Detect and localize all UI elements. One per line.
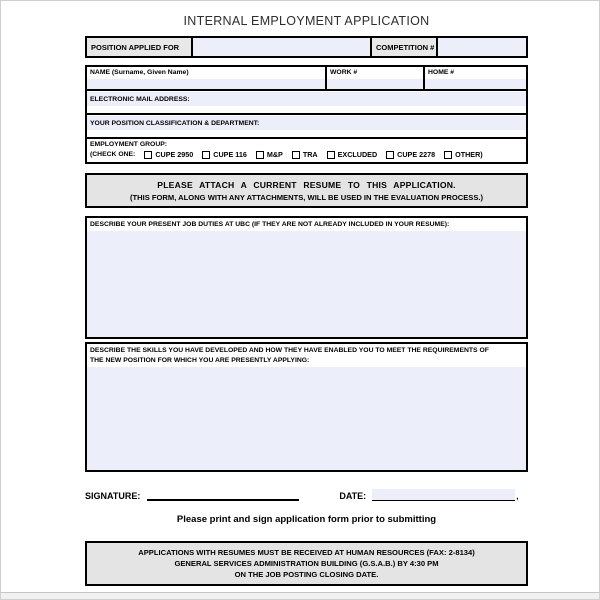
- date-line[interactable]: [372, 489, 515, 501]
- employment-group-option: [202, 150, 247, 159]
- option-label: EXCLUDED: [337, 150, 378, 159]
- email-row: [87, 91, 526, 115]
- option-label: OTHER): [455, 150, 483, 159]
- signature-label: SIGNATURE:: [85, 491, 141, 501]
- employment-group-label: EMPLOYMENT GROUP:: [90, 141, 168, 148]
- option-label: CUPE 2278: [397, 150, 436, 159]
- checkbox-cupe-2278[interactable]: [386, 151, 394, 159]
- date-line-suffix: ,: [516, 492, 519, 501]
- option-label: TRA: [302, 150, 318, 159]
- skills-input[interactable]: [87, 367, 526, 470]
- check-one-label: (CHECK ONE:: [90, 151, 136, 158]
- signature-row: [85, 489, 528, 501]
- checkbox-mp[interactable]: [256, 151, 264, 159]
- option-label: CUPE 2950: [155, 150, 194, 159]
- work-phone-cell: [327, 67, 425, 89]
- option-label: M&P: [266, 150, 283, 159]
- employment-group-option: [444, 150, 483, 159]
- skills-section: [85, 342, 528, 472]
- submission-notice-line1: APPLICATIONS WITH RESUMES MUST BE RECEIVED AT HUMAN RESOURCES (FAX: 2-8134): [138, 548, 475, 557]
- competition-number-label: COMPETITION #: [370, 38, 438, 56]
- submission-notice-line2: GENERAL SERVICES ADMINISTRATION BUILDING (G.S.A.B.) BY 4:30 PM: [174, 559, 439, 568]
- duties-section: [85, 216, 528, 339]
- skills-label-line1: DESCRIBE THE SKILLS YOU HAVE DEVELOPED AND HOW THEY HAVE ENABLED YOU TO MEET THE REQUIREMENTS OF: [90, 347, 489, 354]
- employment-group-option: [144, 150, 193, 159]
- classification-label: YOUR POSITION CLASSIFICATION & DEPARTMENT:: [90, 119, 260, 127]
- checkbox-tra[interactable]: [292, 151, 300, 159]
- checkbox-cupe-2950[interactable]: [144, 151, 152, 159]
- classification-input[interactable]: [87, 116, 526, 130]
- option-label: CUPE 116: [213, 150, 247, 159]
- checkbox-cupe-116[interactable]: [202, 151, 210, 159]
- position-applied-label: POSITION APPLIED FOR: [87, 38, 193, 56]
- employment-group-option: [386, 150, 435, 159]
- email-label: ELECTRONIC MAIL ADDRESS:: [90, 95, 190, 103]
- email-input[interactable]: [87, 92, 526, 106]
- employment-group-option: [292, 150, 318, 159]
- applicant-info-table: [85, 65, 528, 164]
- checkbox-other[interactable]: [444, 151, 452, 159]
- page-bottom-edge: [1, 592, 599, 599]
- resume-notice-line2: (THIS FORM, ALONG WITH ANY ATTACHMENTS, WILL BE USED IN THE EVALUATION PROCESS.): [129, 193, 484, 202]
- employment-group-option: [327, 150, 378, 159]
- name-input[interactable]: [87, 79, 325, 89]
- resume-notice-line1: PLEASE ATTACH A CURRENT RESUME TO THIS APPLICATION.: [157, 180, 456, 190]
- submission-notice-line3: ON THE JOB POSTING CLOSING DATE.: [234, 570, 379, 579]
- name-row: [87, 67, 526, 91]
- duties-input[interactable]: [87, 231, 526, 337]
- checkbox-excluded[interactable]: [327, 151, 335, 159]
- form-title: INTERNAL EMPLOYMENT APPLICATION: [183, 14, 430, 28]
- work-phone-input[interactable]: [327, 79, 423, 89]
- position-applied-table: [85, 36, 528, 58]
- resume-notice-box: [85, 173, 528, 208]
- submission-notice-box: [85, 541, 528, 586]
- work-phone-label: WORK #: [330, 69, 358, 76]
- name-cell: [87, 67, 327, 89]
- competition-number-input[interactable]: [438, 38, 526, 56]
- date-label: DATE:: [339, 491, 367, 501]
- home-phone-cell: [425, 67, 526, 89]
- signature-line[interactable]: [147, 490, 299, 501]
- position-applied-input[interactable]: [193, 38, 370, 56]
- employment-group-row: [87, 139, 526, 162]
- skills-label-line2: THE NEW POSITION FOR WHICH YOU ARE PRESENTLY APPLYING:: [90, 357, 310, 365]
- home-phone-label: HOME #: [428, 69, 455, 76]
- print-instruction: Please print and sign application form prior to submitting: [176, 514, 437, 525]
- employment-group-option: [256, 150, 283, 159]
- skills-label: [87, 344, 526, 367]
- employment-group-options: [90, 150, 523, 159]
- name-label: NAME (Surname, Given Name): [90, 69, 189, 76]
- classification-row: [87, 115, 526, 139]
- duties-label: DESCRIBE YOUR PRESENT JOB DUTIES AT UBC (IF THEY ARE NOT ALREADY INCLUDED IN YOUR RESUME):: [87, 218, 526, 231]
- home-phone-input[interactable]: [425, 79, 526, 89]
